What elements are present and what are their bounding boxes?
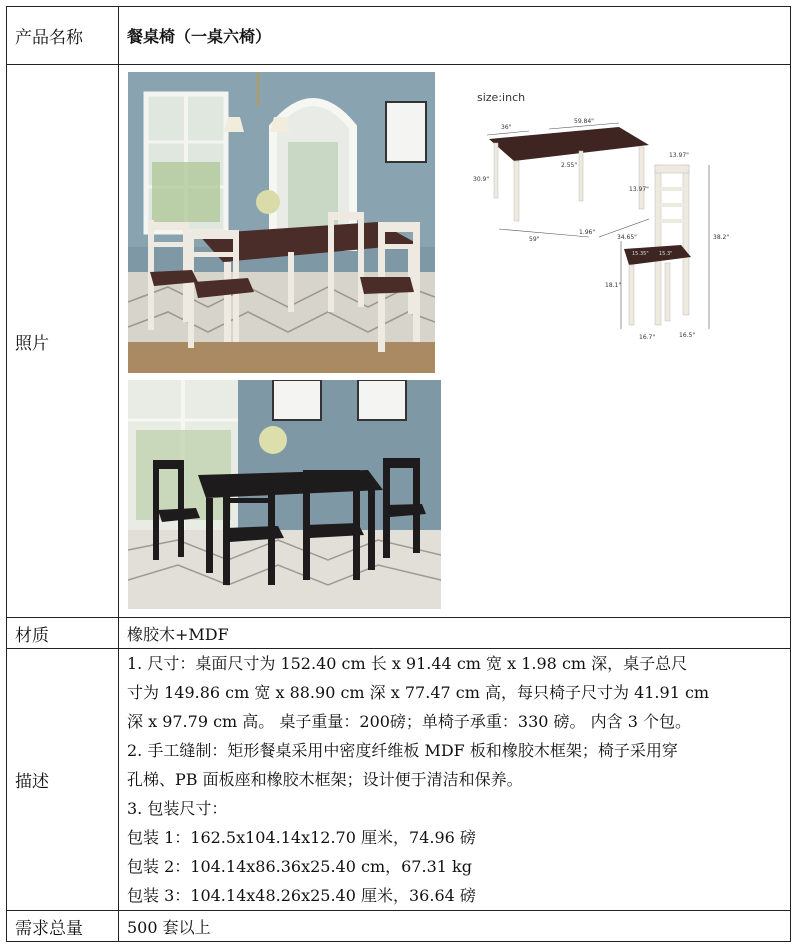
desc-line: 2. 手工缝制：矩形餐桌采用中密度纤维板 MDF 板和橡胶木框架；椅子采用穿 bbox=[127, 741, 678, 760]
dim-14: 16.7" bbox=[639, 334, 656, 341]
label-material: 材质 bbox=[7, 618, 119, 649]
desc-line: 孔梯、PB 面板座和橡胶木框架；设计便于清洁和保养。 bbox=[127, 770, 523, 789]
dim-9: 13.97" bbox=[629, 186, 649, 193]
desc-line: 包装 3：104.14x48.26x25.40 厘米，36.64 磅 bbox=[127, 886, 476, 905]
dim-11: 18.1" bbox=[605, 282, 622, 289]
product-spec-table bbox=[6, 6, 791, 942]
row-product-name bbox=[7, 7, 791, 65]
dim-5: 59" bbox=[529, 236, 540, 243]
photos-cell bbox=[119, 65, 791, 618]
dim-6: 1.96" bbox=[579, 229, 596, 236]
dim-13: 15.3" bbox=[659, 251, 673, 257]
desc-line: 3. 包装尺寸： bbox=[127, 799, 228, 818]
label-photos: 照片 bbox=[7, 65, 119, 618]
dim-2: 59.84" bbox=[574, 118, 594, 125]
row-material bbox=[7, 618, 791, 649]
desc-line: 包装 1：162.5x104.14x12.70 厘米，74.96 磅 bbox=[127, 828, 476, 847]
value-product-name: 餐桌椅（一桌六椅） bbox=[119, 7, 791, 65]
dim-1: 36" bbox=[501, 124, 512, 131]
row-photos bbox=[7, 65, 791, 618]
label-quantity: 需求总量 bbox=[7, 911, 119, 942]
description-block bbox=[119, 649, 791, 911]
dim-4: 2.55" bbox=[561, 162, 578, 169]
dimension-diagram bbox=[469, 79, 769, 345]
desc-line: 包装 2：104.14x86.36x25.40 cm，67.31 kg bbox=[127, 857, 472, 876]
dim-3: 30.9" bbox=[473, 176, 490, 183]
dim-7: 34.65" bbox=[617, 234, 637, 241]
desc-line: 深 x 97.79 cm 高。 桌子重量：200磅；单椅子承重：330 磅。 内含 3 个包。 bbox=[127, 712, 691, 731]
dim-12: 15.35" bbox=[632, 251, 649, 257]
label-product-name: 产品名称 bbox=[7, 7, 119, 65]
dim-15: 16.5" bbox=[679, 332, 696, 339]
row-quantity bbox=[7, 911, 791, 942]
dim-8: 13.97" bbox=[669, 152, 689, 159]
size-label: size:inch bbox=[477, 91, 526, 104]
label-description: 描述 bbox=[7, 649, 119, 911]
black-dining-set-photo bbox=[128, 380, 441, 609]
value-quantity: 500 套以上 bbox=[119, 911, 791, 942]
white-dining-set-photo bbox=[128, 72, 435, 373]
desc-line: 寸为 149.86 cm 宽 x 88.90 cm 深 x 77.47 cm 高，每只椅子尺寸为 41.91 cm bbox=[127, 683, 710, 702]
value-material: 橡胶木+MDF bbox=[119, 618, 791, 649]
dim-10: 38.2" bbox=[713, 234, 730, 241]
row-description bbox=[7, 649, 791, 911]
desc-line: 1. 尺寸：桌面尺寸为 152.40 cm 长 x 91.44 cm 宽 x 1.98 cm 深，桌子总尺 bbox=[127, 654, 688, 673]
